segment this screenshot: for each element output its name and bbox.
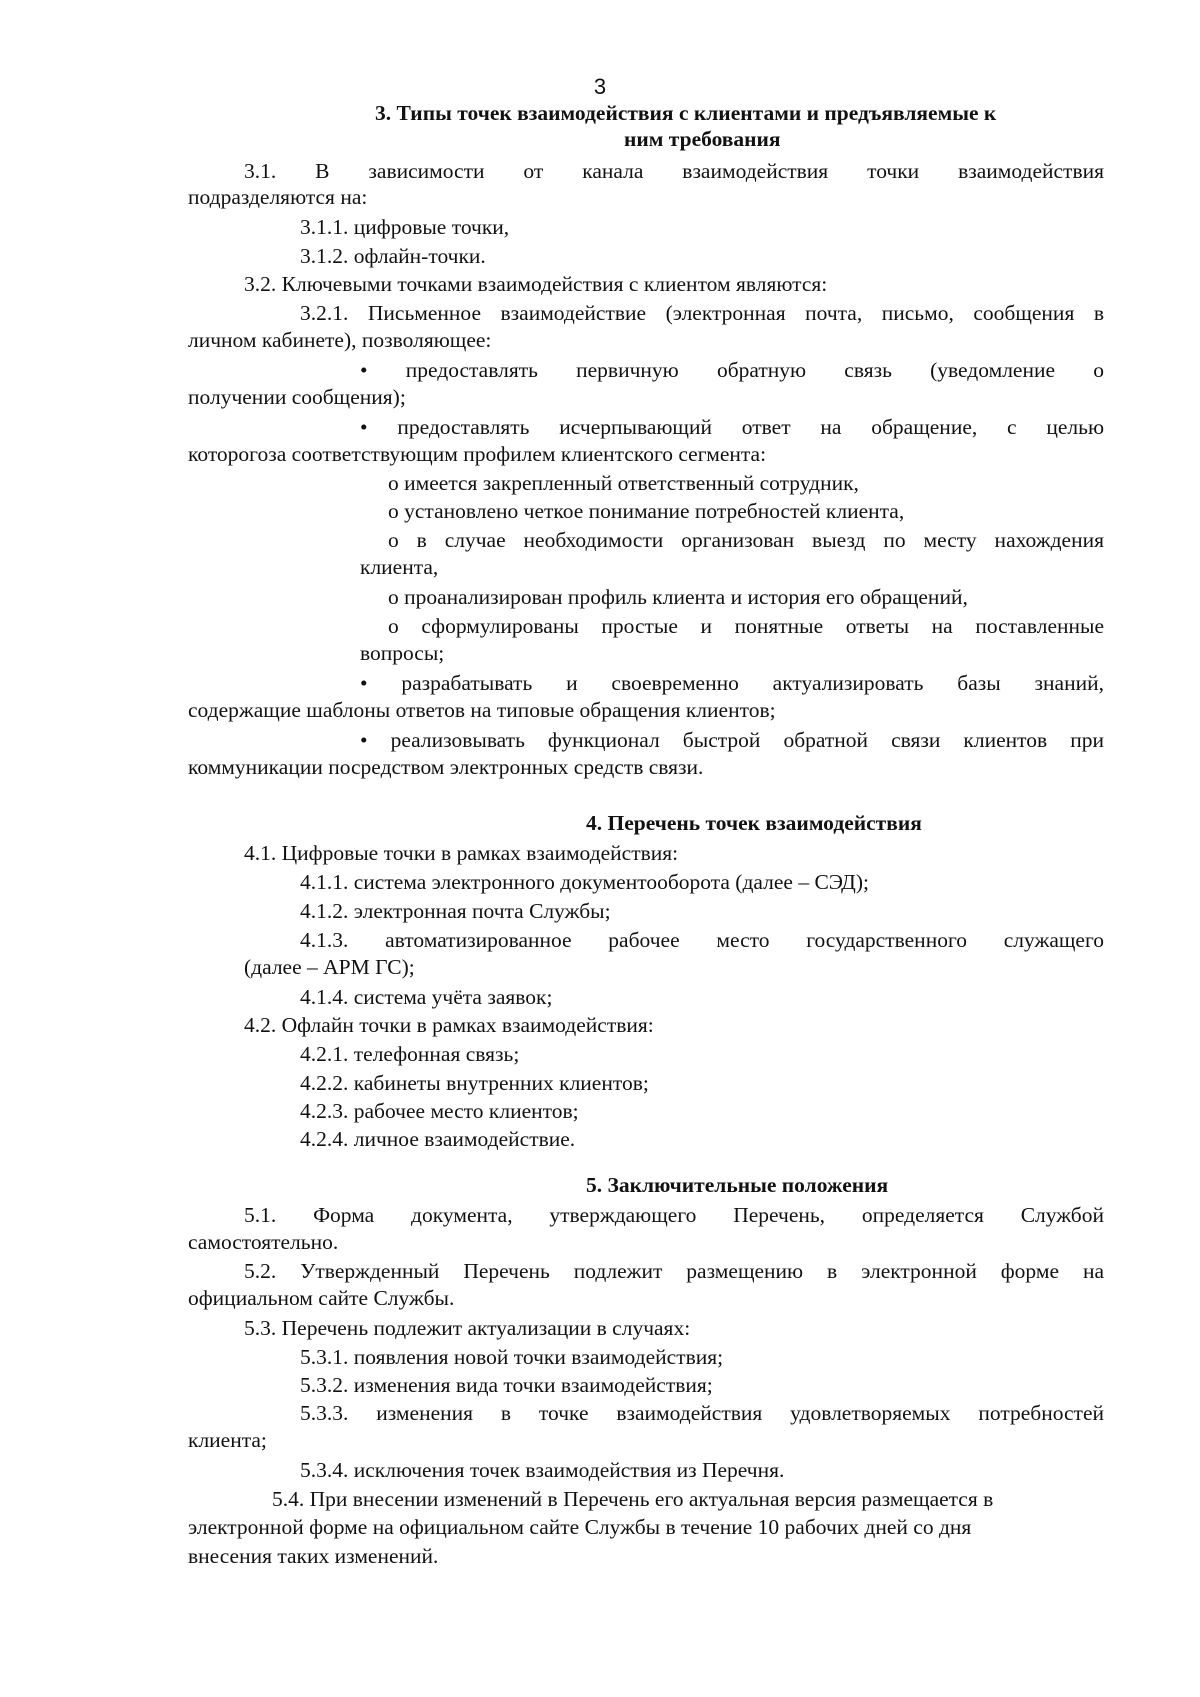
sub-bullet-4: o проанализирован профиль клиента и история его обращений, xyxy=(388,585,968,609)
paragraph-3-1-line2: подразделяются на: xyxy=(188,185,368,209)
paragraph-3-2: 3.2. Ключевыми точками взаимодействия с клиентом являются: xyxy=(244,272,828,296)
paragraph-3-1-2: 3.1.2. офлайн-точки. xyxy=(300,244,486,268)
bullet-3-line2: содержащие шаблоны ответов на типовые обращения клиентов; xyxy=(188,698,776,722)
paragraph-4-1-4: 4.1.4. система учёта заявок; xyxy=(300,985,553,1009)
bullet-2-line1: • предоставлять исчерпывающий ответ на обращение, с целью xyxy=(360,415,1104,439)
paragraph-4-2-1: 4.2.1. телефонная связь; xyxy=(300,1042,520,1066)
paragraph-3-1-1: 3.1.1. цифровые точки, xyxy=(300,215,510,239)
paragraph-5-1-line2: самостоятельно. xyxy=(188,1230,339,1254)
sub-bullet-2: o установлено четкое понимание потребностей клиента, xyxy=(388,499,905,523)
paragraph-5-3-1: 5.3.1. появления новой точки взаимодействия; xyxy=(300,1345,724,1369)
paragraph-4-1-2: 4.1.2. электронная почта Службы; xyxy=(300,899,611,923)
sub-bullet-3-line2: клиента, xyxy=(360,555,439,579)
section3-title-line1: 3. Типы точек взаимодействия с клиентами и предъявляемые к xyxy=(375,101,997,125)
paragraph-4-1-3-line1: 4.1.3. автоматизированное рабочее место государственного служащего xyxy=(300,928,1104,952)
paragraph-5-4-line2: электронной форме на официальном сайте Службы в течение 10 рабочих дней со дня xyxy=(188,1515,972,1539)
paragraph-4-2-2: 4.2.2. кабинеты внутренних клиентов; xyxy=(300,1071,649,1095)
paragraph-5-3: 5.3. Перечень подлежит актуализации в случаях: xyxy=(244,1316,691,1340)
section3-title-line2: ним требования xyxy=(624,127,781,151)
sub-bullet-3-line1: o в случае необходимости организован выезд по месту нахождения xyxy=(388,528,1104,552)
paragraph-5-2-line1: 5.2. Утвержденный Перечень подлежит размещению в электронной форме на xyxy=(244,1259,1104,1283)
paragraph-4-1: 4.1. Цифровые точки в рамках взаимодействия: xyxy=(244,841,679,865)
bullet-4-line2: коммуникации посредством электронных средств связи. xyxy=(188,755,704,779)
paragraph-4-1-3-line2: (далее – АРМ ГС); xyxy=(244,955,415,979)
section4-title: 4. Перечень точек взаимодействия xyxy=(586,811,922,835)
paragraph-5-3-3-line1: 5.3.3. изменения в точке взаимодействия удовлетворяемых потребностей xyxy=(300,1401,1104,1425)
paragraph-5-4-line1: 5.4. При внесении изменений в Перечень его актуальная версия размещается в xyxy=(272,1487,994,1511)
sub-bullet-1: o имеется закрепленный ответственный сотрудник, xyxy=(388,471,859,495)
paragraph-3-2-1-line2: личном кабинете), позволяющее: xyxy=(188,328,492,352)
bullet-3-line1: • разрабатывать и своевременно актуализировать базы знаний, xyxy=(360,671,1104,695)
paragraph-5-3-3-line2: клиента; xyxy=(188,1428,267,1452)
paragraph-3-1-line1: 3.1. В зависимости от канала взаимодействия точки взаимодействия xyxy=(244,159,1104,183)
paragraph-5-2-line2: официальном сайте Службы. xyxy=(188,1286,455,1310)
bullet-4-line1: • реализовывать функционал быстрой обратной связи клиентов при xyxy=(360,728,1104,752)
paragraph-4-1-1: 4.1.1. система электронного документооборота (далее – СЭД); xyxy=(300,870,869,894)
sub-bullet-5-line1: o сформулированы простые и понятные ответы на поставленные xyxy=(388,614,1104,638)
paragraph-5-4-line3: внесения таких изменений. xyxy=(188,1544,439,1568)
paragraph-5-3-2: 5.3.2. изменения вида точки взаимодействия; xyxy=(300,1373,713,1397)
bullet-1-line1: • предоставлять первичную обратную связь (уведомление о xyxy=(360,358,1104,382)
paragraph-3-2-1-line1: 3.2.1. Письменное взаимодействие (электронная почта, письмо, сообщения в xyxy=(300,301,1104,325)
bullet-1-line2: получении сообщения); xyxy=(188,385,406,409)
paragraph-4-2-4: 4.2.4. личное взаимодействие. xyxy=(300,1127,576,1151)
bullet-2-line2: которогоза соответствующим профилем клиентского сегмента: xyxy=(188,442,767,466)
sub-bullet-5-line2: вопросы; xyxy=(360,641,445,665)
paragraph-4-2: 4.2. Офлайн точки в рамках взаимодействия: xyxy=(244,1013,654,1037)
page-number: 3 xyxy=(593,74,607,99)
paragraph-5-1-line1: 5.1. Форма документа, утверждающего Перечень, определяется Службой xyxy=(244,1203,1104,1227)
paragraph-4-2-3: 4.2.3. рабочее место клиентов; xyxy=(300,1099,579,1123)
paragraph-5-3-4: 5.3.4. исключения точек взаимодействия из Перечня. xyxy=(300,1458,785,1482)
section5-title: 5. Заключительные положения xyxy=(586,1173,889,1197)
